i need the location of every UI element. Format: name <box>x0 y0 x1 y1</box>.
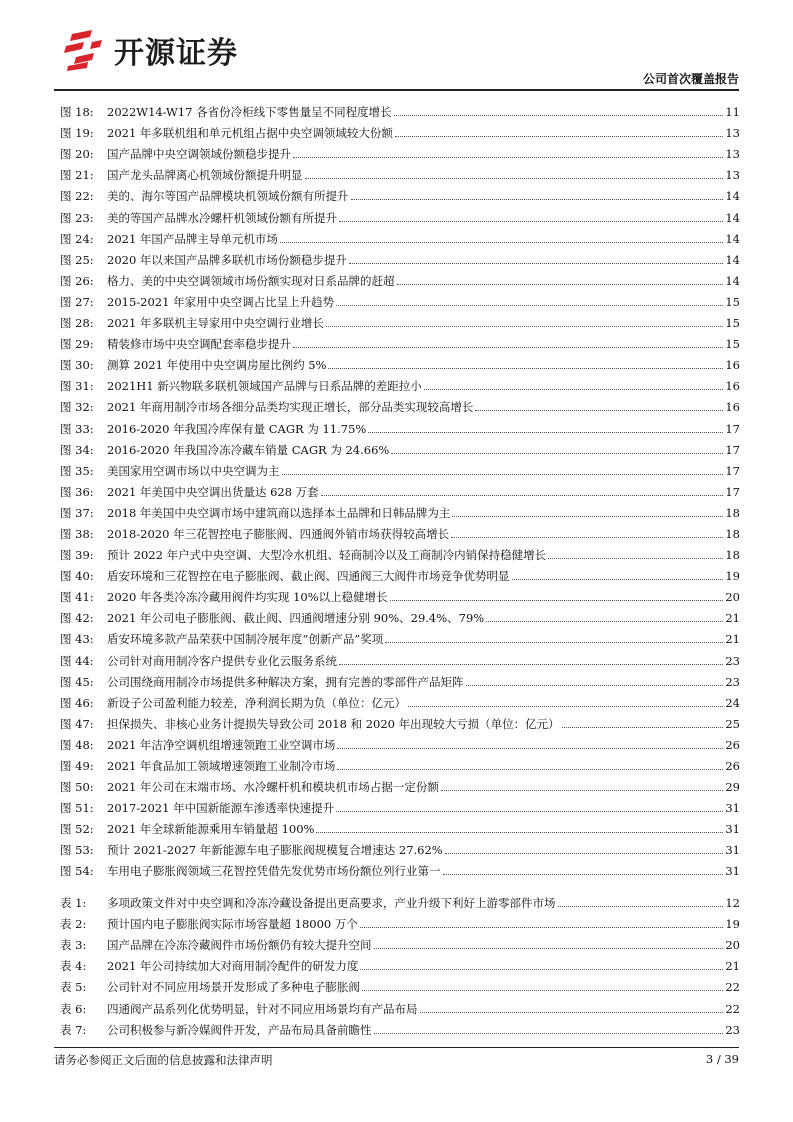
dot-leader <box>337 748 723 749</box>
entry-title: 2021 年食品加工领域增速领跑工业制冷市场 <box>107 759 336 773</box>
dot-leader <box>336 811 723 812</box>
figure-entry[interactable] <box>60 246 740 267</box>
dot-leader <box>360 969 723 970</box>
entry-page: 17 <box>725 442 740 457</box>
entry-number: 图 48: <box>60 737 94 752</box>
dot-leader <box>548 558 723 559</box>
entry-number: 图 38: <box>60 526 94 541</box>
entry-page: 24 <box>725 695 740 710</box>
entry-page: 16 <box>725 400 740 415</box>
entry-title: 测算 2021 年使用中央空调房屋比例约 5% <box>107 358 327 373</box>
figure-entry[interactable] <box>60 203 740 224</box>
entry-number: 图 24: <box>60 231 94 246</box>
entry-title: 2021H1 新兴物联多联机领域国产品牌与日系品牌的差距拉小 <box>107 379 422 394</box>
entry-title: 美的、海尔等国产品牌模块机领域份额有所提升 <box>107 189 349 204</box>
dot-leader <box>328 368 723 369</box>
dot-leader <box>337 769 723 770</box>
figure-entry[interactable] <box>60 752 740 773</box>
entry-title: 2021 年美国中央空调出货量达 628 万套 <box>107 484 319 499</box>
dot-leader <box>391 453 723 454</box>
figure-entry[interactable] <box>60 393 740 414</box>
entry-number: 表 3: <box>60 938 87 953</box>
entry-page: 31 <box>725 801 740 816</box>
figure-entry[interactable] <box>60 583 740 604</box>
dot-leader <box>374 948 724 949</box>
kaiyuan-logo-icon <box>62 28 106 72</box>
figure-entry[interactable] <box>60 689 740 710</box>
footer-divider <box>54 1047 739 1048</box>
dot-leader <box>336 305 723 306</box>
figure-entry[interactable] <box>60 731 740 752</box>
figure-entry[interactable] <box>60 604 740 625</box>
entry-title: 公司针对商用制冷客户提供专业化云服务系统 <box>107 653 337 668</box>
dot-leader <box>321 495 724 496</box>
table-entry[interactable] <box>60 952 740 973</box>
figure-entry[interactable] <box>60 288 740 309</box>
figure-entry[interactable] <box>60 98 740 119</box>
figure-entry[interactable] <box>60 815 740 836</box>
entry-number: 表 7: <box>60 1022 87 1037</box>
entry-title: 2021 年商用制冷市场各细分品类均实现正增长，部分品类实现较高增长 <box>107 400 474 415</box>
entry-page: 22 <box>725 1001 740 1016</box>
figure-entry[interactable] <box>60 562 740 583</box>
entry-number: 图 33: <box>60 421 94 436</box>
figure-entry[interactable] <box>60 267 740 288</box>
dot-leader <box>512 579 724 580</box>
entry-title: 2016-2020 年我国冷冻冷藏车销量 CAGR 为 24.66% <box>107 442 390 457</box>
dot-leader <box>374 1033 724 1034</box>
dot-leader <box>282 474 724 475</box>
entry-number: 图 40: <box>60 569 94 584</box>
page-header <box>0 0 793 92</box>
figure-entry[interactable] <box>60 668 740 689</box>
dot-leader <box>385 642 723 643</box>
entry-title: 2018-2020 年三花智控电子膨胀阀、四通阀外销市场获得较高增长 <box>107 526 450 541</box>
figure-entry[interactable] <box>60 499 740 520</box>
entry-number: 图 50: <box>60 780 94 795</box>
entry-page: 19 <box>725 917 740 932</box>
entry-title: 盾安环境和三花智控在电子膨胀阀、截止阀、四通阀三大阀件市场竞争优势明显 <box>107 569 510 584</box>
entry-number: 图 23: <box>60 210 94 225</box>
dot-leader <box>558 906 724 907</box>
entry-page: 26 <box>725 737 740 752</box>
entry-number: 图 29: <box>60 337 94 352</box>
report-type-label: 公司首次覆盖报告 <box>642 72 739 86</box>
entry-page: 26 <box>725 759 740 773</box>
entry-title: 公司围绕商用制冷市场提供多种解决方案，拥有完善的零部件产品矩阵 <box>107 674 464 689</box>
entry-title: 格力、美的中央空调领域市场份额实现对日系品牌的赶超 <box>107 273 395 288</box>
entry-page: 19 <box>725 569 740 584</box>
entry-page: 16 <box>725 379 740 394</box>
entry-page: 18 <box>725 505 740 520</box>
entry-title: 预计国内电子膨胀阀实际市场容量超 18000 万个 <box>107 917 358 932</box>
entry-number: 图 32: <box>60 400 94 415</box>
entry-title: 2021 年全球新能源乘用车销量超 100% <box>107 822 315 837</box>
dot-leader <box>397 284 724 285</box>
entry-number: 图 45: <box>60 674 94 689</box>
table-entry[interactable] <box>60 931 740 952</box>
table-entry[interactable] <box>60 910 740 931</box>
entry-title: 新设子公司盈利能力较差，净利润长期为负（单位：亿元） <box>107 695 406 710</box>
entry-number: 图 51: <box>60 801 94 816</box>
entry-page: 14 <box>725 210 740 225</box>
figure-entry[interactable] <box>60 710 740 731</box>
entry-number: 图 52: <box>60 822 94 837</box>
entry-title: 担保损失、非核心业务计提损失导致公司 2018 和 2020 年出现较大亏损（单位：亿元） <box>107 716 560 731</box>
figure-entry[interactable] <box>60 351 740 372</box>
entry-page: 31 <box>725 864 740 879</box>
entry-number: 表 1: <box>60 896 87 911</box>
dot-leader <box>466 685 724 686</box>
dot-leader <box>293 157 723 158</box>
entry-title: 2021 年公司持续加大对商用制冷配件的研发力度 <box>107 959 359 974</box>
entry-number: 图 30: <box>60 358 94 373</box>
entry-title: 2018 年美国中央空调市场中建筑商以选择本土品牌和日韩品牌为主 <box>107 505 451 520</box>
entry-title: 2021 年洁净空调机组增速领跑工业空调市场 <box>107 737 336 752</box>
figure-entry[interactable] <box>60 414 740 435</box>
figure-entry[interactable] <box>60 309 740 330</box>
entry-title: 车用电子膨胀阀领域三花智控凭借先发优势市场份额位列行业第一 <box>107 864 441 879</box>
figure-entry[interactable] <box>60 182 740 203</box>
entry-page: 25 <box>725 716 740 731</box>
figure-entry[interactable] <box>60 773 740 794</box>
table-entry[interactable] <box>60 994 740 1015</box>
dot-leader <box>420 1012 724 1013</box>
entry-number: 图 42: <box>60 611 94 626</box>
entry-title: 盾安环境多款产品荣获中国制冷展年度“创新产品”奖项 <box>107 632 384 647</box>
header-divider <box>54 89 739 91</box>
entry-page: 29 <box>725 780 740 795</box>
dot-leader <box>445 853 724 854</box>
dot-leader <box>280 242 723 243</box>
table-entry[interactable] <box>60 889 740 910</box>
figure-entry[interactable] <box>60 520 740 541</box>
entry-page: 20 <box>725 938 740 953</box>
entry-number: 图 36: <box>60 484 94 499</box>
dot-leader <box>339 221 723 222</box>
table-index <box>60 889 740 1037</box>
figure-entry[interactable] <box>60 836 740 857</box>
entry-page: 16 <box>725 358 740 373</box>
figure-entry[interactable] <box>60 372 740 393</box>
entry-title: 精装修市场中央空调配套率稳步提升 <box>107 337 291 352</box>
entry-title: 公司针对不同应用场景开发形成了多种电子膨胀阀 <box>107 980 360 995</box>
entry-number: 图 39: <box>60 548 94 563</box>
entry-page: 31 <box>725 822 740 837</box>
entry-title: 国产品牌在冷冻冷藏阀件市场份额仍有较大提升空间 <box>107 938 372 953</box>
entry-title: 公司积极参与新冷媒阀件开发，产品布局具备前瞻性 <box>107 1022 372 1037</box>
figure-entry[interactable] <box>60 161 740 182</box>
entry-title: 2021 年多联机组和单元机组占据中央空调领域较大份额 <box>107 126 393 141</box>
figure-entry[interactable] <box>60 794 740 815</box>
brand-name: 开源证券 <box>114 36 238 71</box>
entry-page: 17 <box>725 484 740 499</box>
dot-leader <box>293 347 723 348</box>
entry-page: 13 <box>725 147 740 162</box>
entry-title: 2020 年各类冷冻冷藏用阀件均实现 10%以上稳健增长 <box>107 590 388 605</box>
entry-number: 图 28: <box>60 316 94 331</box>
entry-title: 多项政策文件对中央空调和冷冻冷藏设备提出更高要求，产业升级下利好上游零部件市场 <box>107 896 556 911</box>
entry-title: 2015-2021 年家用中央空调占比呈上升趋势 <box>107 294 335 309</box>
entry-page: 14 <box>725 252 740 267</box>
figure-entry[interactable] <box>60 478 740 499</box>
dot-leader <box>326 326 723 327</box>
figure-entry[interactable] <box>60 646 740 667</box>
entry-number: 图 54: <box>60 864 94 879</box>
entry-number: 图 35: <box>60 463 94 478</box>
dot-leader <box>408 706 723 707</box>
entry-number: 图 22: <box>60 189 94 204</box>
entry-title: 2021 年国产品牌主导单元机市场 <box>107 231 278 246</box>
entry-number: 图 27: <box>60 294 94 309</box>
entry-page: 15 <box>725 294 740 309</box>
entry-page: 23 <box>725 674 740 689</box>
dot-leader <box>390 600 724 601</box>
entry-title: 美的等国产品牌水冷螺杆机领域份额有所提升 <box>107 210 337 225</box>
table-entry[interactable] <box>60 973 740 994</box>
figure-entry[interactable] <box>60 857 740 878</box>
entry-page: 14 <box>725 189 740 204</box>
entry-title: 国产品牌中央空调领域份额稳步提升 <box>107 147 291 162</box>
entry-page: 12 <box>725 896 740 911</box>
dot-leader <box>349 263 723 264</box>
entry-title: 2017-2021 年中国新能源车渗透率快速提升 <box>107 801 335 816</box>
entry-number: 图 34: <box>60 442 94 457</box>
entry-number: 表 2: <box>60 917 87 932</box>
dot-leader <box>443 874 724 875</box>
figure-entry[interactable] <box>60 436 740 457</box>
entry-title: 2021 年多联机主导家用中央空调行业增长 <box>107 316 324 331</box>
entry-title: 2021 年公司在末端市场、水冷螺杆机和模块机市场占据一定份额 <box>107 780 439 795</box>
entry-number: 表 6: <box>60 1001 87 1016</box>
entry-number: 图 49: <box>60 759 94 773</box>
entry-number: 图 43: <box>60 632 94 647</box>
entry-page: 21 <box>725 959 740 974</box>
dot-leader <box>368 432 723 433</box>
entry-page: 15 <box>725 337 740 352</box>
entry-title: 预计 2022 年户式中央空调、大型冷水机组、轻商制冷以及工商制冷内销保持稳健增长 <box>107 548 547 563</box>
entry-number: 图 18: <box>60 105 94 120</box>
dot-leader <box>452 516 723 517</box>
page-number: 3 / 39 <box>705 1052 739 1066</box>
entry-title: 2016-2020 年我国冷库保有量 CAGR 为 11.75% <box>107 421 367 436</box>
figure-index <box>60 98 740 878</box>
entry-page: 23 <box>725 653 740 668</box>
dot-leader <box>316 832 723 833</box>
figure-entry[interactable] <box>60 330 740 351</box>
figure-entry[interactable] <box>60 625 740 646</box>
entry-page: 17 <box>725 463 740 478</box>
figure-entry[interactable] <box>60 457 740 478</box>
disclaimer-note: 请务必参阅正文后面的信息披露和法律声明 <box>54 1053 273 1067</box>
table-entry[interactable] <box>60 1016 740 1037</box>
dot-leader <box>394 115 724 116</box>
entry-page: 21 <box>725 611 740 626</box>
entry-number: 图 21: <box>60 168 94 183</box>
figure-entry[interactable] <box>60 119 740 140</box>
dot-leader <box>339 664 723 665</box>
entry-number: 表 5: <box>60 980 87 995</box>
entry-number: 图 37: <box>60 505 94 520</box>
entry-page: 22 <box>725 980 740 995</box>
entry-number: 图 41: <box>60 590 94 605</box>
entry-number: 图 26: <box>60 273 94 288</box>
entry-number: 图 20: <box>60 147 94 162</box>
dot-leader <box>451 537 723 538</box>
entry-title: 预计 2021-2027 年新能源车电子膨胀阀规模复合增速达 27.62% <box>107 843 443 858</box>
entry-page: 15 <box>725 316 740 331</box>
entry-number: 图 46: <box>60 695 94 710</box>
brand-logo <box>62 26 238 74</box>
entry-title: 四通阀产品系列化优势明显，针对不同应用场景均有产品布局 <box>107 1001 418 1016</box>
entry-title: 2020 年以来国产品牌多联机市场份额稳步提升 <box>107 252 347 267</box>
entry-page: 21 <box>725 632 740 647</box>
entry-number: 表 4: <box>60 959 87 974</box>
entry-number: 图 44: <box>60 653 94 668</box>
dot-leader <box>362 990 723 991</box>
entry-page: 14 <box>725 231 740 246</box>
entry-page: 31 <box>725 843 740 858</box>
entry-page: 18 <box>725 526 740 541</box>
dot-leader <box>486 621 723 622</box>
entry-page: 13 <box>725 168 740 183</box>
dot-leader <box>475 410 723 411</box>
dot-leader <box>562 727 724 728</box>
entry-page: 17 <box>725 421 740 436</box>
entry-title: 2022W14-W17 各省份冷柜线下零售量呈不同程度增长 <box>107 105 392 120</box>
dot-leader <box>305 178 724 179</box>
entry-page: 23 <box>725 1022 740 1037</box>
entry-number: 图 47: <box>60 716 94 731</box>
dot-leader <box>424 389 724 390</box>
entry-number: 图 25: <box>60 252 94 267</box>
entry-page: 18 <box>725 548 740 563</box>
entry-page: 11 <box>725 105 740 120</box>
entry-page: 14 <box>725 273 740 288</box>
entry-number: 图 31: <box>60 379 94 394</box>
figure-entry[interactable] <box>60 225 740 246</box>
entry-page: 13 <box>725 126 740 141</box>
entry-number: 图 19: <box>60 126 94 141</box>
dot-leader <box>360 927 723 928</box>
entry-number: 图 53: <box>60 843 94 858</box>
dot-leader <box>441 790 723 791</box>
dot-leader <box>395 136 723 137</box>
figure-entry[interactable] <box>60 140 740 161</box>
entry-title: 2021 年公司电子膨胀阀、截止阀、四通阀增速分别 90%、29.4%、79% <box>107 611 485 626</box>
entry-title: 国产龙头品牌离心机领域份额提升明显 <box>107 168 303 183</box>
figure-entry[interactable] <box>60 541 740 562</box>
entry-page: 20 <box>725 590 740 605</box>
entry-title: 美国家用空调市场以中央空调为主 <box>107 463 280 478</box>
dot-leader <box>351 199 724 200</box>
